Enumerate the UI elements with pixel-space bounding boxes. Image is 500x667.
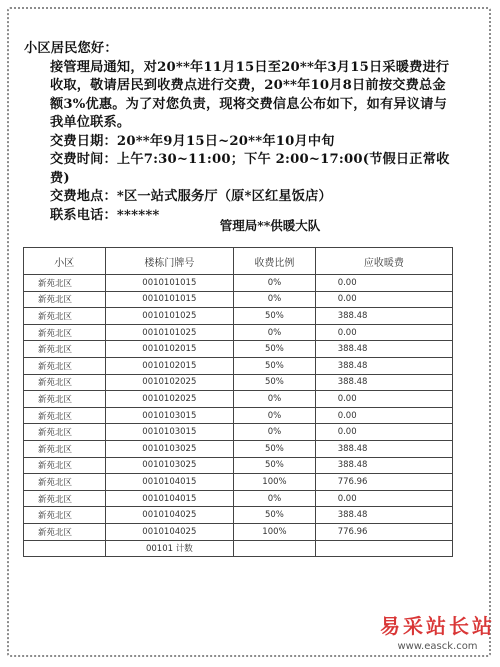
table-cell: 0.00: [315, 391, 452, 408]
table-row: [24, 391, 453, 408]
table-cell: [234, 540, 316, 557]
table-row: [24, 341, 453, 358]
table-cell: 新苑北区: [24, 357, 106, 374]
table-cell: 0%: [234, 391, 316, 408]
header-fee: 应收暖费: [315, 248, 452, 275]
watermark: [380, 610, 495, 652]
table-cell: 新苑北区: [24, 440, 106, 457]
table-cell: 388.48: [315, 357, 452, 374]
table-cell: 新苑北区: [24, 341, 106, 358]
table-cell: 0010101025: [105, 308, 234, 325]
table-cell: 新苑北区: [24, 507, 106, 524]
table-header-row: [24, 248, 453, 275]
table-cell: 388.48: [315, 374, 452, 391]
table-cell: 0.00: [315, 275, 452, 292]
table-cell: 0010103025: [105, 457, 234, 474]
table-row: [24, 457, 453, 474]
table-cell: 0.00: [315, 324, 452, 341]
table-cell: 0010101015: [105, 275, 234, 292]
table-row: [24, 424, 453, 441]
table-cell: 0010103025: [105, 440, 234, 457]
table-row: [24, 291, 453, 308]
table-cell: 0.00: [315, 424, 452, 441]
payment-place: 交费地点：*区一站式服务厅（原*区红星饭店）: [50, 189, 332, 204]
table-body: [24, 275, 453, 557]
table-row: [24, 374, 453, 391]
contact-phone: 联系电话：******: [50, 207, 160, 223]
table-cell: 新苑北区: [24, 490, 106, 507]
table-cell: 388.48: [315, 440, 452, 457]
watermark-url: www.easck.com: [397, 641, 478, 652]
table-cell: 00101 计数: [105, 540, 234, 557]
table-cell: 0%: [234, 424, 316, 441]
table-cell: 0.00: [315, 407, 452, 424]
table-cell: 新苑北区: [24, 407, 106, 424]
table-cell: 0010102015: [105, 357, 234, 374]
table-cell: [24, 540, 106, 557]
table-cell: 388.48: [315, 507, 452, 524]
table-cell: 388.48: [315, 308, 452, 325]
fee-table: [23, 247, 453, 557]
table-row: [24, 357, 453, 374]
table-cell: 新苑北区: [24, 474, 106, 491]
table-row: [24, 308, 453, 325]
table-cell: 100%: [234, 474, 316, 491]
table-cell: 388.48: [315, 457, 452, 474]
table-cell: 新苑北区: [24, 374, 106, 391]
table-cell: 0010104025: [105, 523, 234, 540]
watermark-name: 易采站长站: [380, 614, 495, 638]
table-row: [24, 324, 453, 341]
table-cell: 50%: [234, 308, 316, 325]
table-cell: 50%: [234, 374, 316, 391]
table-cell: 新苑北区: [24, 308, 106, 325]
table-row: [24, 490, 453, 507]
table-cell: 0010101025: [105, 324, 234, 341]
table-row: [24, 407, 453, 424]
table-cell: 50%: [234, 507, 316, 524]
table-cell: 0010104015: [105, 490, 234, 507]
table-cell: 新苑北区: [24, 391, 106, 408]
header-district: 小区: [24, 248, 106, 275]
table-cell: 0010104025: [105, 507, 234, 524]
notice-body: 接管理局通知，对20**年11月15日至20**年3月15日采暖费进行收取，敬请居民到收费点进行交费，20**年10月8日前按交费总金额3%优惠。为了对您负责，现将交费信息公布如下，如有异议请与我单位联系。: [50, 59, 450, 130]
table-cell: 50%: [234, 357, 316, 374]
table-footer-row: [24, 540, 453, 557]
table-row: [24, 523, 453, 540]
table-row: [24, 474, 453, 491]
table-cell: 0010102025: [105, 374, 234, 391]
table-cell: 新苑北区: [24, 324, 106, 341]
table-cell: 776.96: [315, 523, 452, 540]
table-cell: 0.00: [315, 490, 452, 507]
table-cell: [315, 540, 452, 557]
table-cell: 0010103015: [105, 424, 234, 441]
greeting: 小区居民您好：: [24, 41, 118, 56]
table-cell: 776.96: [315, 474, 452, 491]
table-cell: 0%: [234, 407, 316, 424]
table-row: [24, 440, 453, 457]
table-cell: 0.00: [315, 291, 452, 308]
table-cell: 100%: [234, 523, 316, 540]
table-cell: 0010101015: [105, 291, 234, 308]
payment-date: 交费日期：20**年9月15日~20**年10月中旬: [50, 133, 335, 149]
table-cell: 0010104015: [105, 474, 234, 491]
signature: 管理局**供暖大队: [219, 218, 321, 233]
table-cell: 新苑北区: [24, 291, 106, 308]
table-cell: 新苑北区: [24, 424, 106, 441]
header-rate: 收费比例: [234, 248, 316, 275]
table-cell: 50%: [234, 341, 316, 358]
table-cell: 388.48: [315, 341, 452, 358]
table-cell: 0010102025: [105, 391, 234, 408]
table-cell: 新苑北区: [24, 275, 106, 292]
table-cell: 0%: [234, 324, 316, 341]
table-cell: 0010103015: [105, 407, 234, 424]
table-cell: 0010102015: [105, 341, 234, 358]
table-cell: 0%: [234, 291, 316, 308]
table-row: [24, 507, 453, 524]
payment-time: 交费时间：上午7:30~11:00；下午 2:00~17:00(节假日正常收费): [50, 152, 450, 186]
table-cell: 50%: [234, 457, 316, 474]
table-cell: 新苑北区: [24, 457, 106, 474]
table-cell: 0%: [234, 275, 316, 292]
notice-text: [24, 40, 454, 225]
table-cell: 新苑北区: [24, 523, 106, 540]
table-cell: 50%: [234, 440, 316, 457]
header-unit-number: 楼栋门牌号: [105, 248, 234, 275]
table-cell: 0%: [234, 490, 316, 507]
table-row: [24, 275, 453, 292]
